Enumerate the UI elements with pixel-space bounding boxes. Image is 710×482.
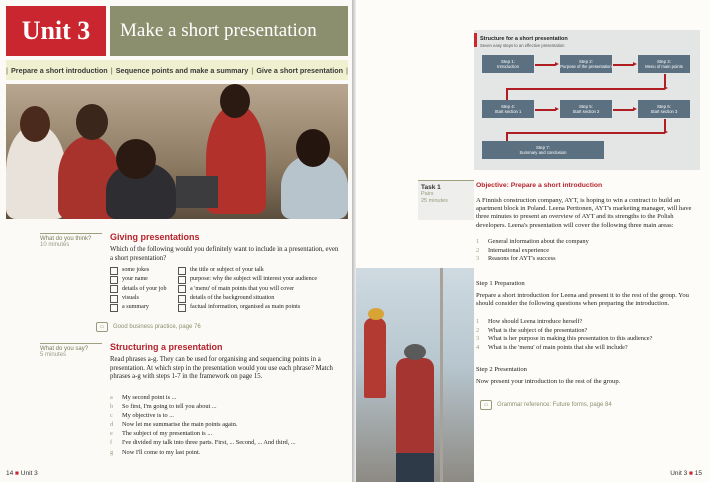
list-item: 4 What is the 'menu' of main points that she will include? [476,343,628,351]
list-item: 1 General information about the company [476,238,589,245]
areas-list [476,238,701,264]
unit-label: Unit 3 [6,6,106,56]
step2-heading: Step 2 Presentation [476,366,527,373]
arrow [535,64,556,66]
list-item: 3 What is her purpose in making this presentation to this audience? [476,335,653,343]
arrow [506,88,508,100]
structuring-intro: Read phrases a-g. They can be used for organising and sequencing points in a presentation. At which step in the presentation would you use each phrase? Match phrases a-g with steps 1-7 in the framework on page 15. [110,356,333,381]
structuring-title: Structuring a presentation [110,342,223,352]
checkbox[interactable] [110,285,118,293]
arrow [535,109,556,111]
structure-diagram [474,30,700,170]
strip-item: Prepare a short introduction [11,65,108,75]
task-label: Task 1 Pairs 25 minutes [418,180,474,220]
checkbox[interactable] [178,285,186,293]
checkbox[interactable] [110,276,118,284]
step-box: Step 5: Start section 2 [560,100,612,118]
list-item: g Now I'll come to my last point. [110,448,201,456]
grammar-reference-link[interactable]: ▭ Grammar reference: Future forms, page 84 [480,400,612,410]
arrow [613,109,634,111]
strip-item: Give a short presentation [256,65,343,75]
construction-photo [356,268,474,482]
step-box: Step 7: Summary and conclusion [482,141,604,159]
list-item: f I've divided my talk into three parts. First, ... Second, ... And third, ... [110,439,296,447]
task-body: A Finnish construction company, AYT, is hoping to win a contract to build an apartment block in Poland. Leena Perttonen, AYT's marketing manager, will have three minutes to present an overview of AYT and its strengths to the Polish developers. Leena's presentation will cover the following three main areas: [476,197,692,229]
arrow [506,88,665,90]
diagram-subtitle: Seven easy steps to an effective presentation [480,43,565,48]
giving-intro: Which of the following would you definitely want to include in a presentation, even a short presentation? [110,246,339,262]
page-title: Make a short presentation [110,6,348,56]
checkbox[interactable] [110,304,118,312]
right-page [356,0,710,482]
step1-text: Prepare a short introduction for Leena and present it to the rest of the group. You should consider the following questions when preparing the introduction. [476,292,689,308]
strip-item: Sequence points and make a summary [115,65,249,75]
list-item: 2 International experience [476,246,550,254]
left-page: Unit 3 Make a short presentation | Prepare a short introduction | Sequence points and make a summary | Give a short presentation | What do you think? 10 minutes Giving presentations Which of the following would you definitely want to include in a presentation, even a short presentation? some jokes your name details of your job visuals a summary the title or subject of your talk purpose: why the subject will interest your audience a 'menu' of main points that you will cover details of the background situation factual information, organised as main points ▭ Good business practice, page 76 What do you say? 5 minutes Structuring a presentation Read phrases a-g. They can be used for organising and sequencing points in a presentation. At which step in the presentation would you use each phrase? Match phrases a-g with steps 1-7 in the framework on page 15. a My second point is ... b So first, I'm going to tell you about ... c My objective is to ... d Now let me summarise the main points again. e The subject of my presentation is ... f I've divided my talk into three parts. First, ... Second, ... And third, ... g Now I'll come to my last point. 14 ■ Unit 3 [0,0,352,482]
phrase-list [110,393,340,457]
page-folio: Unit 3 ■ 15 [670,470,702,477]
checkbox[interactable] [178,276,186,284]
objectives-strip: | Prepare a short introduction | Sequence points and make a summary | Give a short presentation | [6,60,348,80]
accent-bar [474,33,477,47]
list-item: 1 How should Leena introduce herself? [476,318,583,325]
arrow [506,132,665,134]
checkbox[interactable] [178,304,186,312]
step-box: Step 6: Start section 3 [638,100,690,118]
objective-heading: Objective: Prepare a short introduction [476,182,603,189]
arrow [613,64,634,66]
giving-title: Giving presentations [110,232,200,242]
list-item: d Now let me summarise the main points again. [110,421,238,429]
questions-list [476,318,701,352]
say-label: What do you say? 5 minutes [40,343,102,358]
list-item: e The subject of my presentation is ... [110,430,213,438]
list-item: 3 Reasons for AYT's success [476,255,556,263]
meeting-photo [6,84,348,219]
checkbox[interactable] [178,295,186,303]
step-box: Step 3: Menu of main points [638,55,690,73]
list-item: c My objective is to ... [110,412,174,420]
step-box: Step 4: Start section 1 [482,100,534,118]
checkbox[interactable] [110,267,118,275]
step-box: Step 1: Introduction [482,55,534,73]
list-item: 2 What is the subject of the presentation? [476,326,588,334]
step1-heading: Step 1 Preparation [476,280,525,287]
list-item: b So first, I'm going to tell you about ... [110,403,217,411]
arrow [506,132,508,141]
page-folio: 14 ■ Unit 3 [6,470,38,477]
step2-text: Now present your introduction to the rest of the group. [476,378,621,385]
book-ref-icon: ▭ [96,322,108,332]
think-label: What do you think? 10 minutes [40,233,102,248]
list-item: a My second point is ... [110,394,177,401]
reference-link[interactable]: ▭ Good business practice, page 76 [96,322,201,332]
step-box: Step 2: Purpose of the presentation [560,55,612,73]
diagram-title: Structure for a short presentation [480,36,568,42]
checkbox[interactable] [110,295,118,303]
book-ref-icon: ▭ [480,400,492,410]
checkbox[interactable] [178,267,186,275]
